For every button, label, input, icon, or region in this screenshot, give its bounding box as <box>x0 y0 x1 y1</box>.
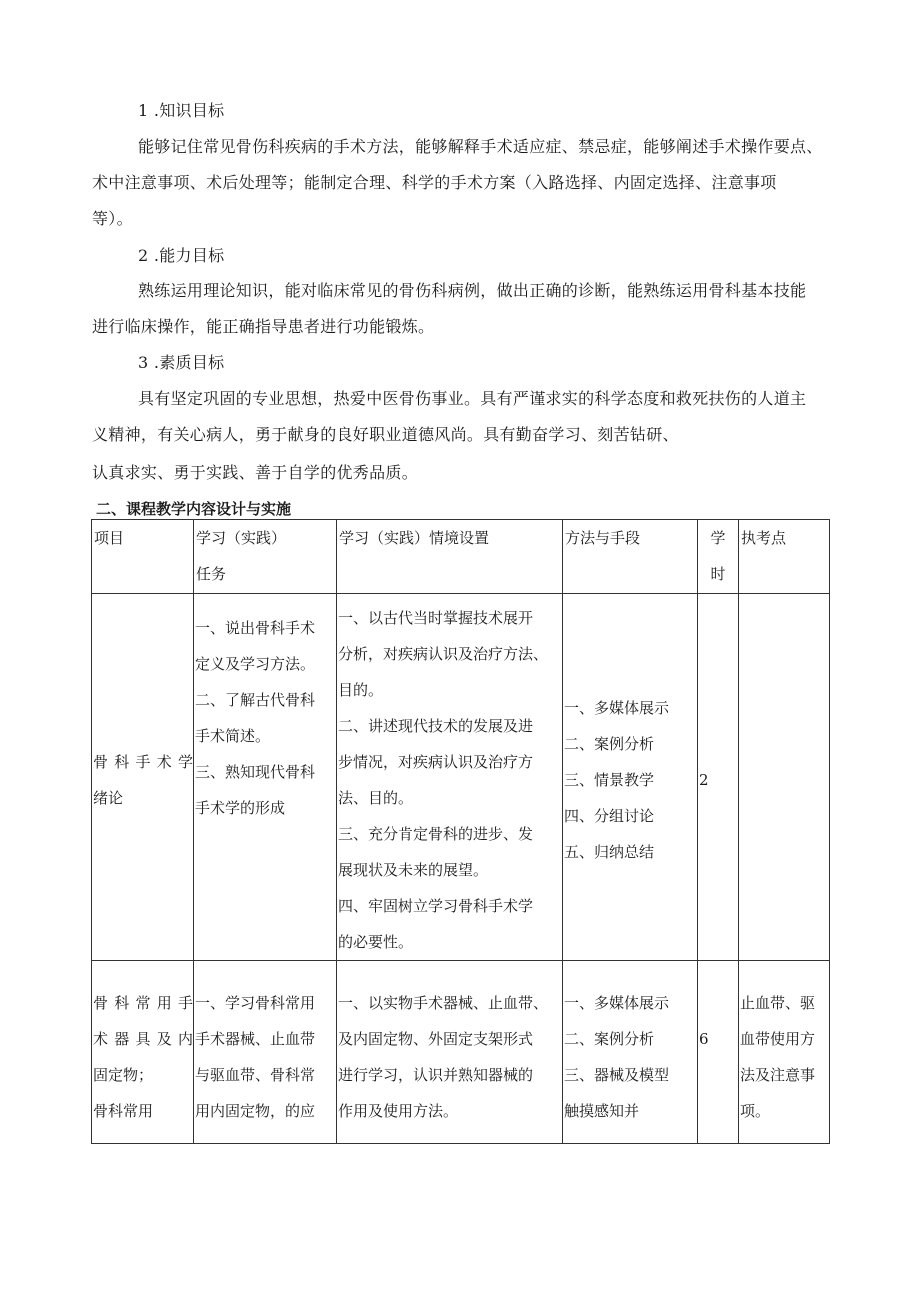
table-header-row <box>92 520 830 594</box>
cell-hours: 2 <box>698 594 739 961</box>
course-content-table <box>91 519 830 1144</box>
table-row <box>92 961 830 1144</box>
cell-project: 骨科常用手 术器具及内 固定物； 骨科常用 <box>92 961 194 1144</box>
objective-text-line: 义精神，有关心病人，勇于献身的良好职业道德风尚。具有勤奋学习、刻苦钻研、 <box>92 425 679 444</box>
objective-text-line: 术中注意事项、术后处理等；能制定合理、科学的手术方案（入路选择、内固定选择、注意事项 <box>92 173 777 192</box>
table-row <box>92 594 830 961</box>
section-title: 二、课程教学内容设计与实施 <box>96 500 292 518</box>
header-project: 项目 <box>92 520 194 594</box>
cell-hours: 6 <box>698 961 739 1144</box>
cell-methods: 一、多媒体展示 二、案例分析 三、器械及模型 触摸感知并 <box>563 961 698 1144</box>
objective-text-line: 能够记住常见骨伤科疾病的手术方法，能够解释手术适应症、禁忌症，能够阐述手术操作要点、 <box>138 137 823 156</box>
objective-text-line: 具有坚定巩固的专业思想，热爱中医骨伤事业。具有严谨求实的科学态度和救死扶伤的人道主 <box>138 389 807 408</box>
cell-exam <box>739 594 830 961</box>
objective-heading-knowledge: 1 .知识目标 <box>138 101 225 120</box>
objective-text-line: 进行临床操作，能正确指导患者进行功能锻炼。 <box>92 317 435 336</box>
header-method: 方法与手段 <box>563 520 698 594</box>
cell-tasks: 一、说出骨科手术 定义及学习方法。 二、了解古代骨科 手术简述。 三、熟知现代骨科 手术学的形成 <box>194 594 337 961</box>
header-hours: 学 时 <box>698 520 739 594</box>
objective-text-line: 熟练运用理论知识，能对临床常见的骨伤科病例，做出正确的诊断，能熟练运用骨科基本技能 <box>138 281 807 300</box>
header-exam: 执考点 <box>739 520 830 594</box>
cell-methods: 一、多媒体展示 二、案例分析 三、情景教学 四、分组讨论 五、归纳总结 <box>563 594 698 961</box>
objective-heading-quality: 3 .素质目标 <box>138 353 225 372</box>
objective-text-line: 认真求实、勇于实践、善于自学的优秀品质。 <box>92 463 419 482</box>
header-task: 学习（实践） 任务 <box>194 520 337 594</box>
cell-scenario: 一、以古代当时掌握技术展开 分析，对疾病认识及治疗方法、 目的。 二、讲述现代技术的发展及进 步情况，对疾病认识及治疗方 法、目的。 三、充分肯定骨科的进步、发 展现状及未来的展望。 四、牢固树立学习骨科手术学 的必要性。 <box>337 594 563 961</box>
cell-exam: 止血带、驱 血带使用方 法及注意事 项。 <box>739 961 830 1144</box>
objective-text-line: 等）。 <box>92 209 133 228</box>
cell-tasks: 一、学习骨科常用 手术器械、止血带 与驱血带、骨科常 用内固定物，的应 <box>194 961 337 1144</box>
header-scenario: 学习（实践）情境设置 <box>337 520 563 594</box>
cell-project: 骨科手术学 绪论 <box>92 594 194 961</box>
cell-scenario: 一、以实物手术器械、止血带、 及内固定物、外固定支架形式 进行学习，认识并熟知器械的 作用及使用方法。 <box>337 961 563 1144</box>
objective-heading-ability: 2 .能力目标 <box>138 246 225 265</box>
